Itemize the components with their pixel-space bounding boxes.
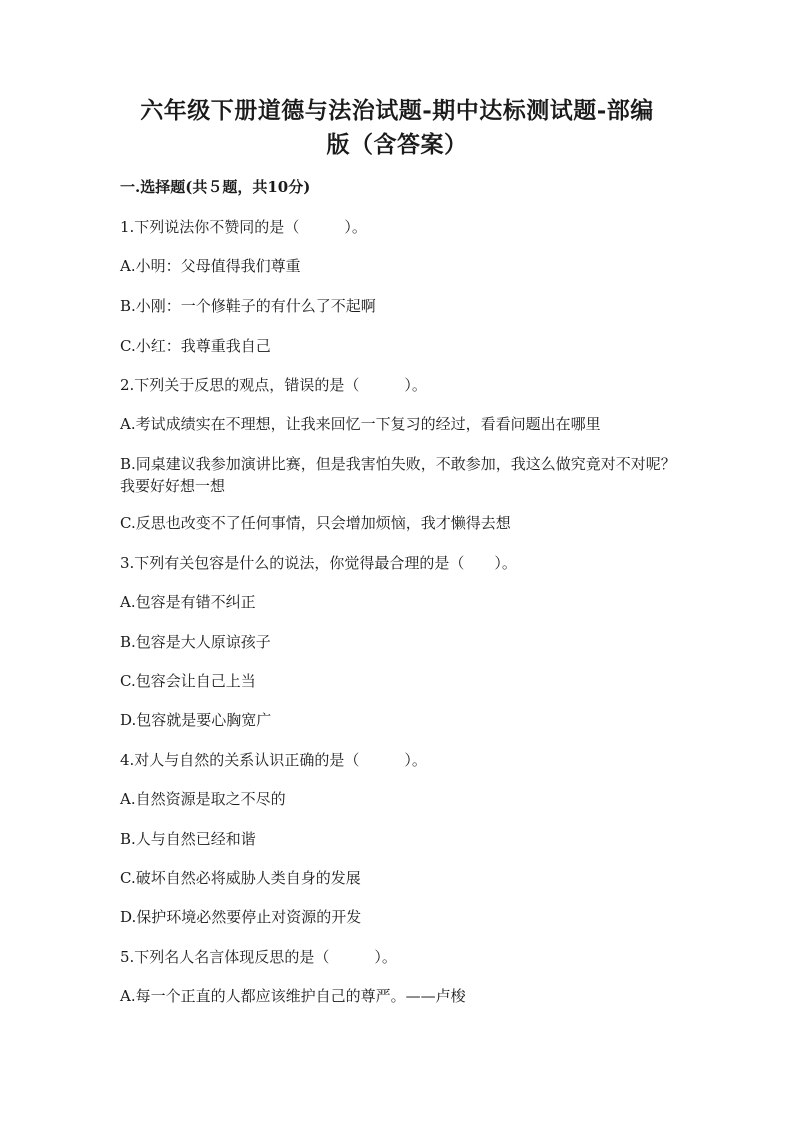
question-2-option-c: C.反思也改变不了任何事情，只会增加烦恼，我才懒得去想	[120, 514, 511, 532]
question-3-option-b: B.包容是大人原谅孩子	[120, 633, 271, 651]
question-4-option-d: D.保护环境必然要停止对资源的开发	[120, 908, 362, 926]
question-3-option-d: D.包容就是要心胸宽广	[120, 711, 272, 729]
question-4-option-c: C.破坏自然必将威胁人类自身的发展	[120, 869, 361, 887]
question-4-option-a: A.自然资源是取之不尽的	[120, 790, 286, 808]
question-3-option-a: A.包容是有错不纠正	[120, 593, 256, 611]
question-2-option-b: B.同桌建议我参加演讲比赛，但是我害怕失败，不敢参加，我这么做究竟对不对呢？我要好好想一想	[120, 455, 676, 495]
question-1-option-a: A.小明：父母值得我们尊重	[120, 257, 301, 275]
question-5-option-a: A.每一个正直的人都应该维护自己的尊严。——卢梭	[120, 987, 466, 1005]
question-5-stem: 5.下列名人名言体现反思的是（ ）。	[120, 948, 397, 966]
question-3-option-c: C.包容会让自己上当	[120, 672, 256, 690]
question-1-option-b: B.小刚：一个修鞋子的有什么了不起啊	[120, 297, 376, 315]
question-2-option-a: A.考试成绩实在不理想，让我来回忆一下复习的经过，看看问题出在哪里	[120, 415, 601, 433]
question-2-stem: 2.下列关于反思的观点，错误的是（ ）。	[120, 376, 427, 394]
page-title-line-2: 版（含答案）	[326, 131, 468, 158]
question-1-option-c: C.小红：我尊重我自己	[120, 337, 271, 355]
question-4-stem: 4.对人与自然的关系认识正确的是（ ）。	[120, 751, 427, 769]
question-1-stem: 1.下列说法你不赞同的是（ ）。	[120, 218, 367, 236]
page-title-line-1: 六年级下册道德与法治试题-期中达标测试题-部编	[140, 97, 654, 124]
question-4-option-b: B.人与自然已经和谐	[120, 830, 256, 848]
section-heading: 一.选择题(共５题，共10分)	[120, 178, 311, 196]
question-3-stem: 3.下列有关包容是什么的说法，你觉得最合理的是（ ）。	[120, 554, 517, 572]
